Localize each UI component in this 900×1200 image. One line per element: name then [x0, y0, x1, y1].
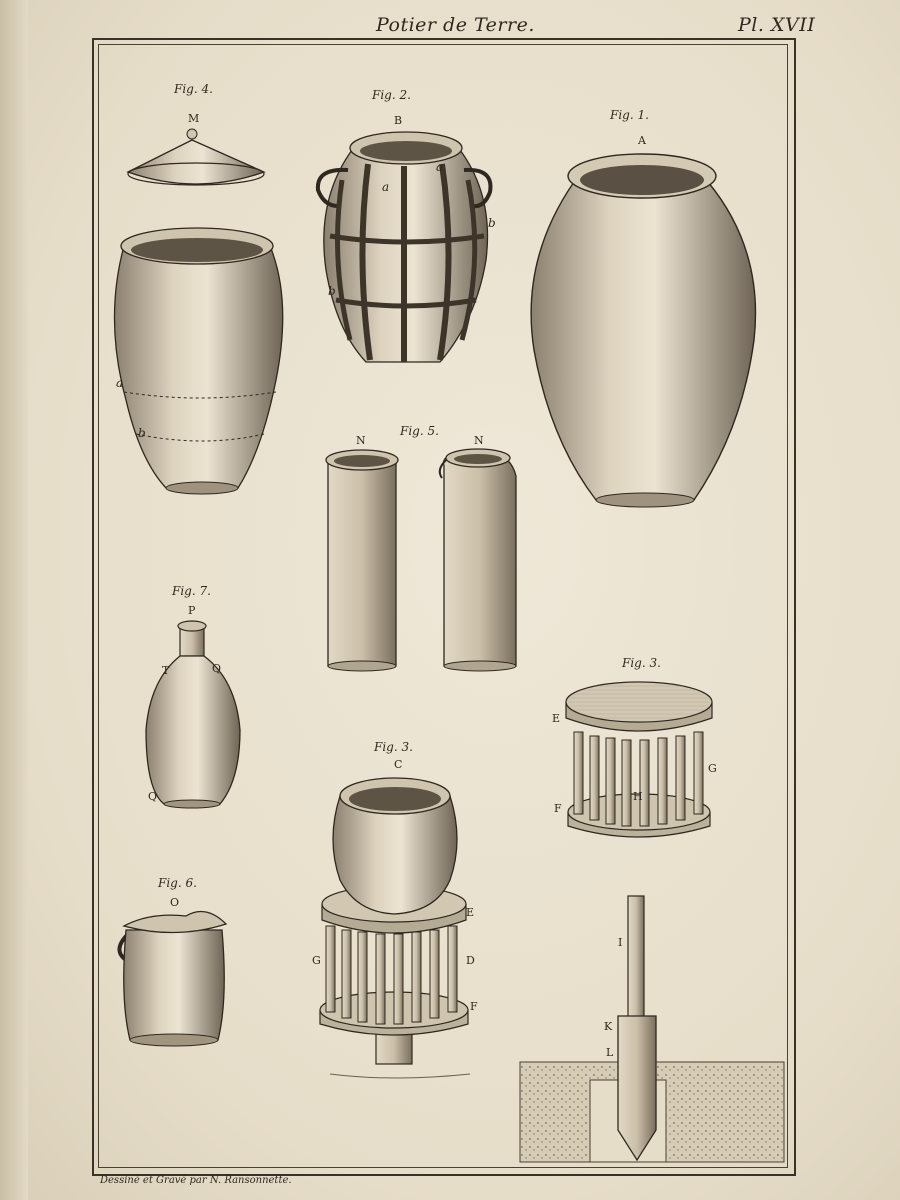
- label-E-right: E: [552, 712, 561, 725]
- label-G-center: G: [312, 954, 321, 967]
- label-a-fig4: a: [116, 376, 124, 390]
- fig2-caption: Fig. 2.: [372, 88, 411, 102]
- plate-number: Pl. XVII: [738, 14, 816, 36]
- label-M: M: [188, 112, 200, 125]
- fig7-bottle: [146, 621, 240, 808]
- fig4-jar: [114, 228, 282, 494]
- label-A: A: [638, 134, 646, 147]
- label-N-left: N: [356, 434, 366, 447]
- label-b-fig4: b: [138, 426, 146, 440]
- engraver-credit: Dessiné et Gravé par N. Ransonnette.: [100, 1175, 292, 1186]
- fig3-pot-on-wheel: [320, 778, 470, 1078]
- fig2-amphora: [318, 132, 491, 362]
- fig5-caption: Fig. 5.: [400, 424, 439, 438]
- label-I: I: [618, 936, 623, 949]
- fig4-caption: Fig. 4.: [174, 82, 213, 96]
- label-a-fig2-right: a: [436, 160, 444, 174]
- label-b-fig2-right: b: [488, 216, 496, 230]
- fig5-tube-left: [326, 450, 398, 671]
- fig3-right-caption: Fig. 3.: [622, 656, 661, 670]
- fig3-center-caption: Fig. 3.: [374, 740, 413, 754]
- fig1-large-jar: [531, 154, 755, 507]
- label-Q-bottom: Q: [148, 790, 158, 803]
- label-Q-top: Q: [212, 662, 222, 675]
- label-L: L: [606, 1046, 614, 1059]
- plate-title: Potier de Terre.: [376, 14, 535, 36]
- fig4-lid: [128, 129, 264, 185]
- label-E-center: E: [466, 906, 475, 919]
- label-C: C: [394, 758, 403, 771]
- label-H: H: [633, 790, 643, 803]
- label-b-fig2-left: b: [328, 284, 336, 298]
- label-F-right: F: [554, 802, 562, 815]
- fig5-tube-right: [440, 449, 516, 671]
- label-K: K: [604, 1020, 613, 1033]
- label-N-right: N: [474, 434, 484, 447]
- fig1-caption: Fig. 1.: [610, 108, 649, 122]
- ground-post-section: [520, 896, 784, 1162]
- fig6-pitcher: [119, 912, 226, 1047]
- fig6-caption: Fig. 6.: [158, 876, 197, 890]
- label-T: T: [162, 664, 170, 677]
- label-F-center: F: [470, 1000, 478, 1013]
- label-P: P: [188, 604, 196, 617]
- label-G-right: G: [708, 762, 717, 775]
- fig7-caption: Fig. 7.: [172, 584, 211, 598]
- label-O: O: [170, 896, 180, 909]
- label-a-fig2-left: a: [382, 180, 390, 194]
- fig3-cage-stand: [566, 682, 712, 837]
- label-D: D: [466, 954, 475, 967]
- label-B: B: [394, 114, 403, 127]
